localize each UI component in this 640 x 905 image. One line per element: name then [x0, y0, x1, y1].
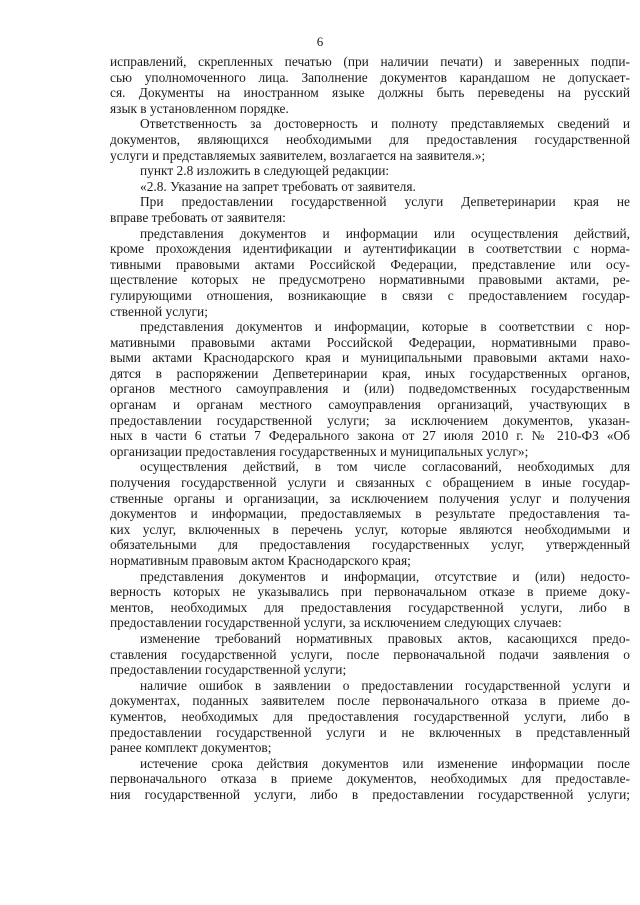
text-line: предоставлении государственной услуги; за исключением документов, указан- — [110, 412, 630, 428]
text-line: ранее комплект документов; — [110, 740, 272, 756]
text-line: нормативным правовым актом Краснодарского края; — [110, 553, 411, 568]
text-line: органов местного самоуправления и (или) подведомственных государственным — [110, 381, 630, 397]
text-line: выми актами Краснодарского края и муниципальными правовыми актами нахо- — [110, 350, 630, 366]
text-line: первоначального отказа в приеме документов, необходимых для предоставле- — [110, 771, 630, 787]
text-line: предоставлении государственной услуги; — [110, 662, 347, 678]
text-line: предоставлении государственной услуги и не включенных в представленный — [110, 724, 630, 740]
text-line: тивными правовыми актами Российской Федерации, представление или осу- — [110, 256, 630, 272]
text-line: документах, поданных заявителем после первоначального отказа в приеме до- — [110, 693, 630, 709]
text-line: органам и органам местного самоуправления организаций, участвующих в — [110, 397, 630, 413]
text-line: ственные органы и организации, за исключением получения услуг и получения — [110, 490, 630, 506]
text-line: ся. Документы на иностранном языке должны быть переведены на русский — [110, 85, 630, 101]
text-line: кроме прохождения идентификации и аутентификации в соответствии с норма- — [110, 241, 630, 257]
text-line: документов, являющихся необходимыми для предоставления государственной — [110, 131, 630, 147]
page-number: 6 — [316, 34, 324, 49]
text-line: истечение срока действия документов или изменение информации после — [140, 755, 630, 771]
text-line: ственной услуги; — [110, 303, 208, 319]
text-line: пункт 2.8 изложить в следующей редакции: — [140, 163, 390, 179]
text-line: обязательными для предоставления государственных услуг, утвержденный — [110, 537, 630, 553]
text-line: ких услуг, включенных в перечень услуг, которые являются необходимыми и — [110, 521, 630, 537]
text-line: услуги и представляемых заявителем, возлагается на заявителя.»; — [110, 147, 486, 163]
text-line: язык в установленном порядке. — [110, 100, 289, 116]
text-line: Ответственность за достоверность и полноту представляемых сведений и — [140, 116, 630, 132]
text-line: вправе требовать от заявителя: — [110, 209, 286, 225]
text-line: дятся в распоряжении Депветеринарии края, иных государственных органов, — [110, 365, 630, 381]
text-line: изменение требований нормативных правовых актов, касающихся предо- — [140, 630, 630, 646]
text-line: верность которых не указывались при первоначальном отказе в приеме доку- — [110, 584, 630, 600]
text-line: ния государственной услуги, либо в предоставлении государственной услуги; — [110, 786, 630, 802]
text-line: осуществления действий, в том числе согласований, необходимых для — [140, 459, 630, 475]
text-line: кументов, необходимых для предоставления государственной услуги, либо в — [110, 708, 630, 724]
text-line: ных в части 6 статьи 7 Федерального закона от 27 июля 2010 г. № 210-ФЗ «Об — [110, 428, 630, 444]
text-line: «2.8. Указание на запрет требовать от заявителя. — [140, 178, 416, 194]
text-line: представления документов и информации или осуществления действий, — [140, 225, 630, 241]
text-line: При предоставлении государственной услуги Депветеринарии края не — [140, 194, 630, 210]
text-line: организации предоставления государственных и муниципальных услуг»; — [110, 443, 529, 459]
text-line: наличие ошибок в заявлении о предоставлении государственной услуги и — [140, 677, 630, 693]
text-line: получения государственной услуги и связанных с обращением в иные государ- — [110, 475, 630, 491]
text-line: ставления государственной услуги, после первоначальной подачи заявления о — [110, 646, 630, 662]
document-body — [110, 54, 630, 803]
text-line: гулирующими отношения, возникающие в связи с предоставлением государ- — [110, 287, 630, 303]
text-line: сью уполномоченного лица. Заполнение документов карандашом не допускает- — [110, 69, 630, 85]
text-line: представления документов и информации, отсутствие и (или) недосто- — [140, 568, 630, 584]
text-line: представления документов и информации, которые в соответствии с нор- — [140, 319, 630, 335]
text-line: ментов, необходимых для предоставления государственной услуги, либо в — [110, 599, 630, 615]
text-line: документов и информации, предоставляемых в результате предоставления та- — [110, 506, 630, 522]
text-line: предоставлении государственной услуги, за исключением следующих случаев: — [110, 615, 562, 631]
text-line: исправлений, скрепленных печатью (при наличии печати) и заверенных подпи- — [110, 54, 630, 69]
text-line: ществление которых не предусмотрено нормативными правовыми актами, ре- — [110, 272, 630, 288]
text-line: мативными правовыми актами Российской Федерации, нормативными право- — [110, 334, 630, 350]
